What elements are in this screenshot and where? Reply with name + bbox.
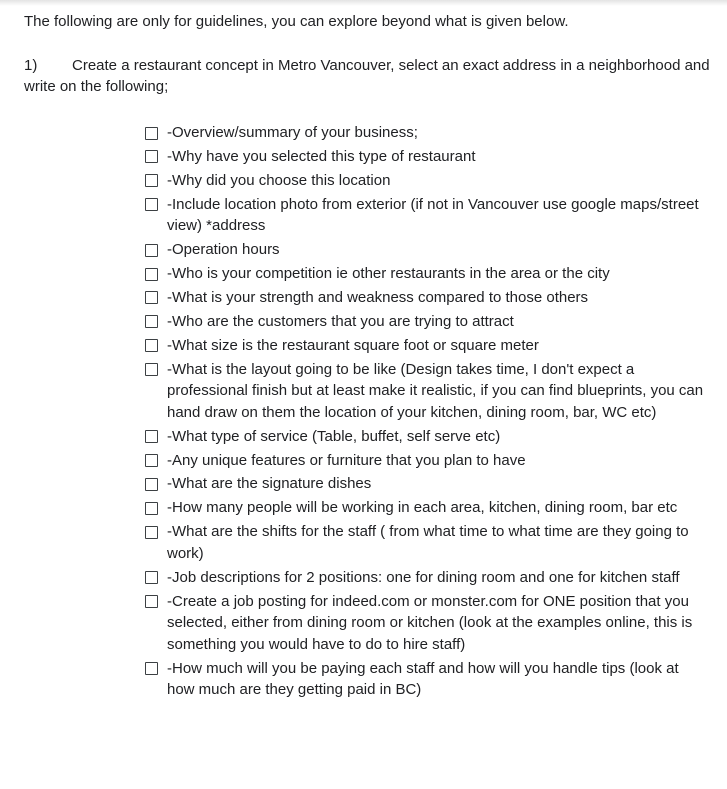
checkbox[interactable] bbox=[145, 526, 158, 539]
checklist-item bbox=[145, 359, 705, 424]
checkbox[interactable] bbox=[145, 150, 158, 163]
checklist-item bbox=[145, 122, 705, 144]
checklist-item bbox=[145, 146, 705, 168]
checklist-item-text: -What is your strength and weakness compared to those others bbox=[167, 288, 589, 306]
checkbox[interactable] bbox=[145, 363, 158, 376]
task-number: 1) bbox=[24, 57, 38, 74]
checklist-item-text: -Job descriptions for 2 positions: one for dining room and one for kitchen staff bbox=[167, 568, 680, 586]
checkbox[interactable] bbox=[145, 268, 158, 281]
checkbox[interactable] bbox=[145, 502, 158, 515]
task-text: Create a restaurant concept in Metro Vancouver, select an exact address in a neighborhood and write on the following; bbox=[24, 57, 710, 95]
checklist-item-text: -Include location photo from exterior (if not in Vancouver use google maps/street view) *address bbox=[167, 195, 699, 235]
checklist-item bbox=[145, 567, 705, 589]
checklist-item-text: -What are the shifts for the staff ( from what time to what time are they going to work) bbox=[167, 523, 689, 562]
checkbox[interactable] bbox=[145, 454, 158, 467]
checklist-item bbox=[145, 170, 705, 192]
checklist-item bbox=[145, 239, 705, 261]
checkbox[interactable] bbox=[145, 198, 158, 211]
checklist-item-text: -What size is the restaurant square foot or square meter bbox=[167, 336, 539, 354]
checklist-item-text: -What are the signature dishes bbox=[167, 475, 372, 493]
checkbox[interactable] bbox=[145, 662, 158, 675]
checklist-item-text: -Create a job posting for indeed.com or monster.com for ONE position that you selected, either from dining room or kitchen (look at the examples online, this is something you would have to do to hire staff) bbox=[167, 592, 693, 653]
checklist-item bbox=[145, 497, 705, 519]
checklist-item-text: -What type of service (Table, buffet, self serve etc) bbox=[167, 427, 501, 445]
checkbox[interactable] bbox=[145, 339, 158, 352]
checklist-item bbox=[145, 335, 705, 357]
checklist-item bbox=[145, 194, 705, 237]
checklist-item-text: -How much will you be paying each staff and how will you handle tips (look at how much are they getting paid in BC) bbox=[167, 659, 679, 699]
checkbox[interactable] bbox=[145, 291, 158, 304]
checkbox[interactable] bbox=[145, 571, 158, 584]
checkbox[interactable] bbox=[145, 174, 158, 187]
checkbox[interactable] bbox=[145, 478, 158, 491]
checkbox[interactable] bbox=[145, 595, 158, 608]
checklist-item-text: -What is the layout going to be like (Design takes time, I don't expect a professional finish but at least make it realistic, if you can find blueprints, you can hand draw on them the location of your kitchen, dining room, bar, WC etc) bbox=[167, 360, 704, 421]
checklist-item-text: -Why did you choose this location bbox=[167, 171, 391, 189]
checklist-item-text: -Any unique features or furniture that you plan to have bbox=[167, 451, 526, 469]
checklist-item bbox=[145, 311, 705, 333]
checklist-item-text: -Who are the customers that you are trying to attract bbox=[167, 312, 514, 330]
checklist-item-text: -Operation hours bbox=[167, 241, 280, 259]
checklist-item bbox=[145, 287, 705, 309]
checklist-item bbox=[145, 521, 705, 564]
checklist-item bbox=[145, 450, 705, 472]
checklist-item-text: -Who is your competition ie other restaurants in the area or the city bbox=[167, 265, 610, 283]
checklist-item bbox=[145, 473, 705, 495]
checkbox[interactable] bbox=[145, 244, 158, 257]
checklist-item bbox=[145, 591, 705, 656]
checklist-item bbox=[145, 658, 705, 701]
checkbox[interactable] bbox=[145, 430, 158, 443]
checklist-item bbox=[145, 263, 705, 285]
task-paragraph bbox=[24, 55, 714, 97]
intro-text: The following are only for guidelines, you can explore beyond what is given below. bbox=[24, 13, 569, 30]
checkbox[interactable] bbox=[145, 127, 158, 140]
checklist-item-text: -Why have you selected this type of restaurant bbox=[167, 147, 476, 165]
toolbar-shadow bbox=[0, 0, 727, 6]
checklist-item-text: -Overview/summary of your business; bbox=[167, 124, 418, 141]
checkbox[interactable] bbox=[145, 315, 158, 328]
checklist-item bbox=[145, 426, 705, 448]
checklist bbox=[145, 122, 705, 703]
checklist-item-text: -How many people will be working in each area, kitchen, dining room, bar etc bbox=[167, 499, 678, 517]
